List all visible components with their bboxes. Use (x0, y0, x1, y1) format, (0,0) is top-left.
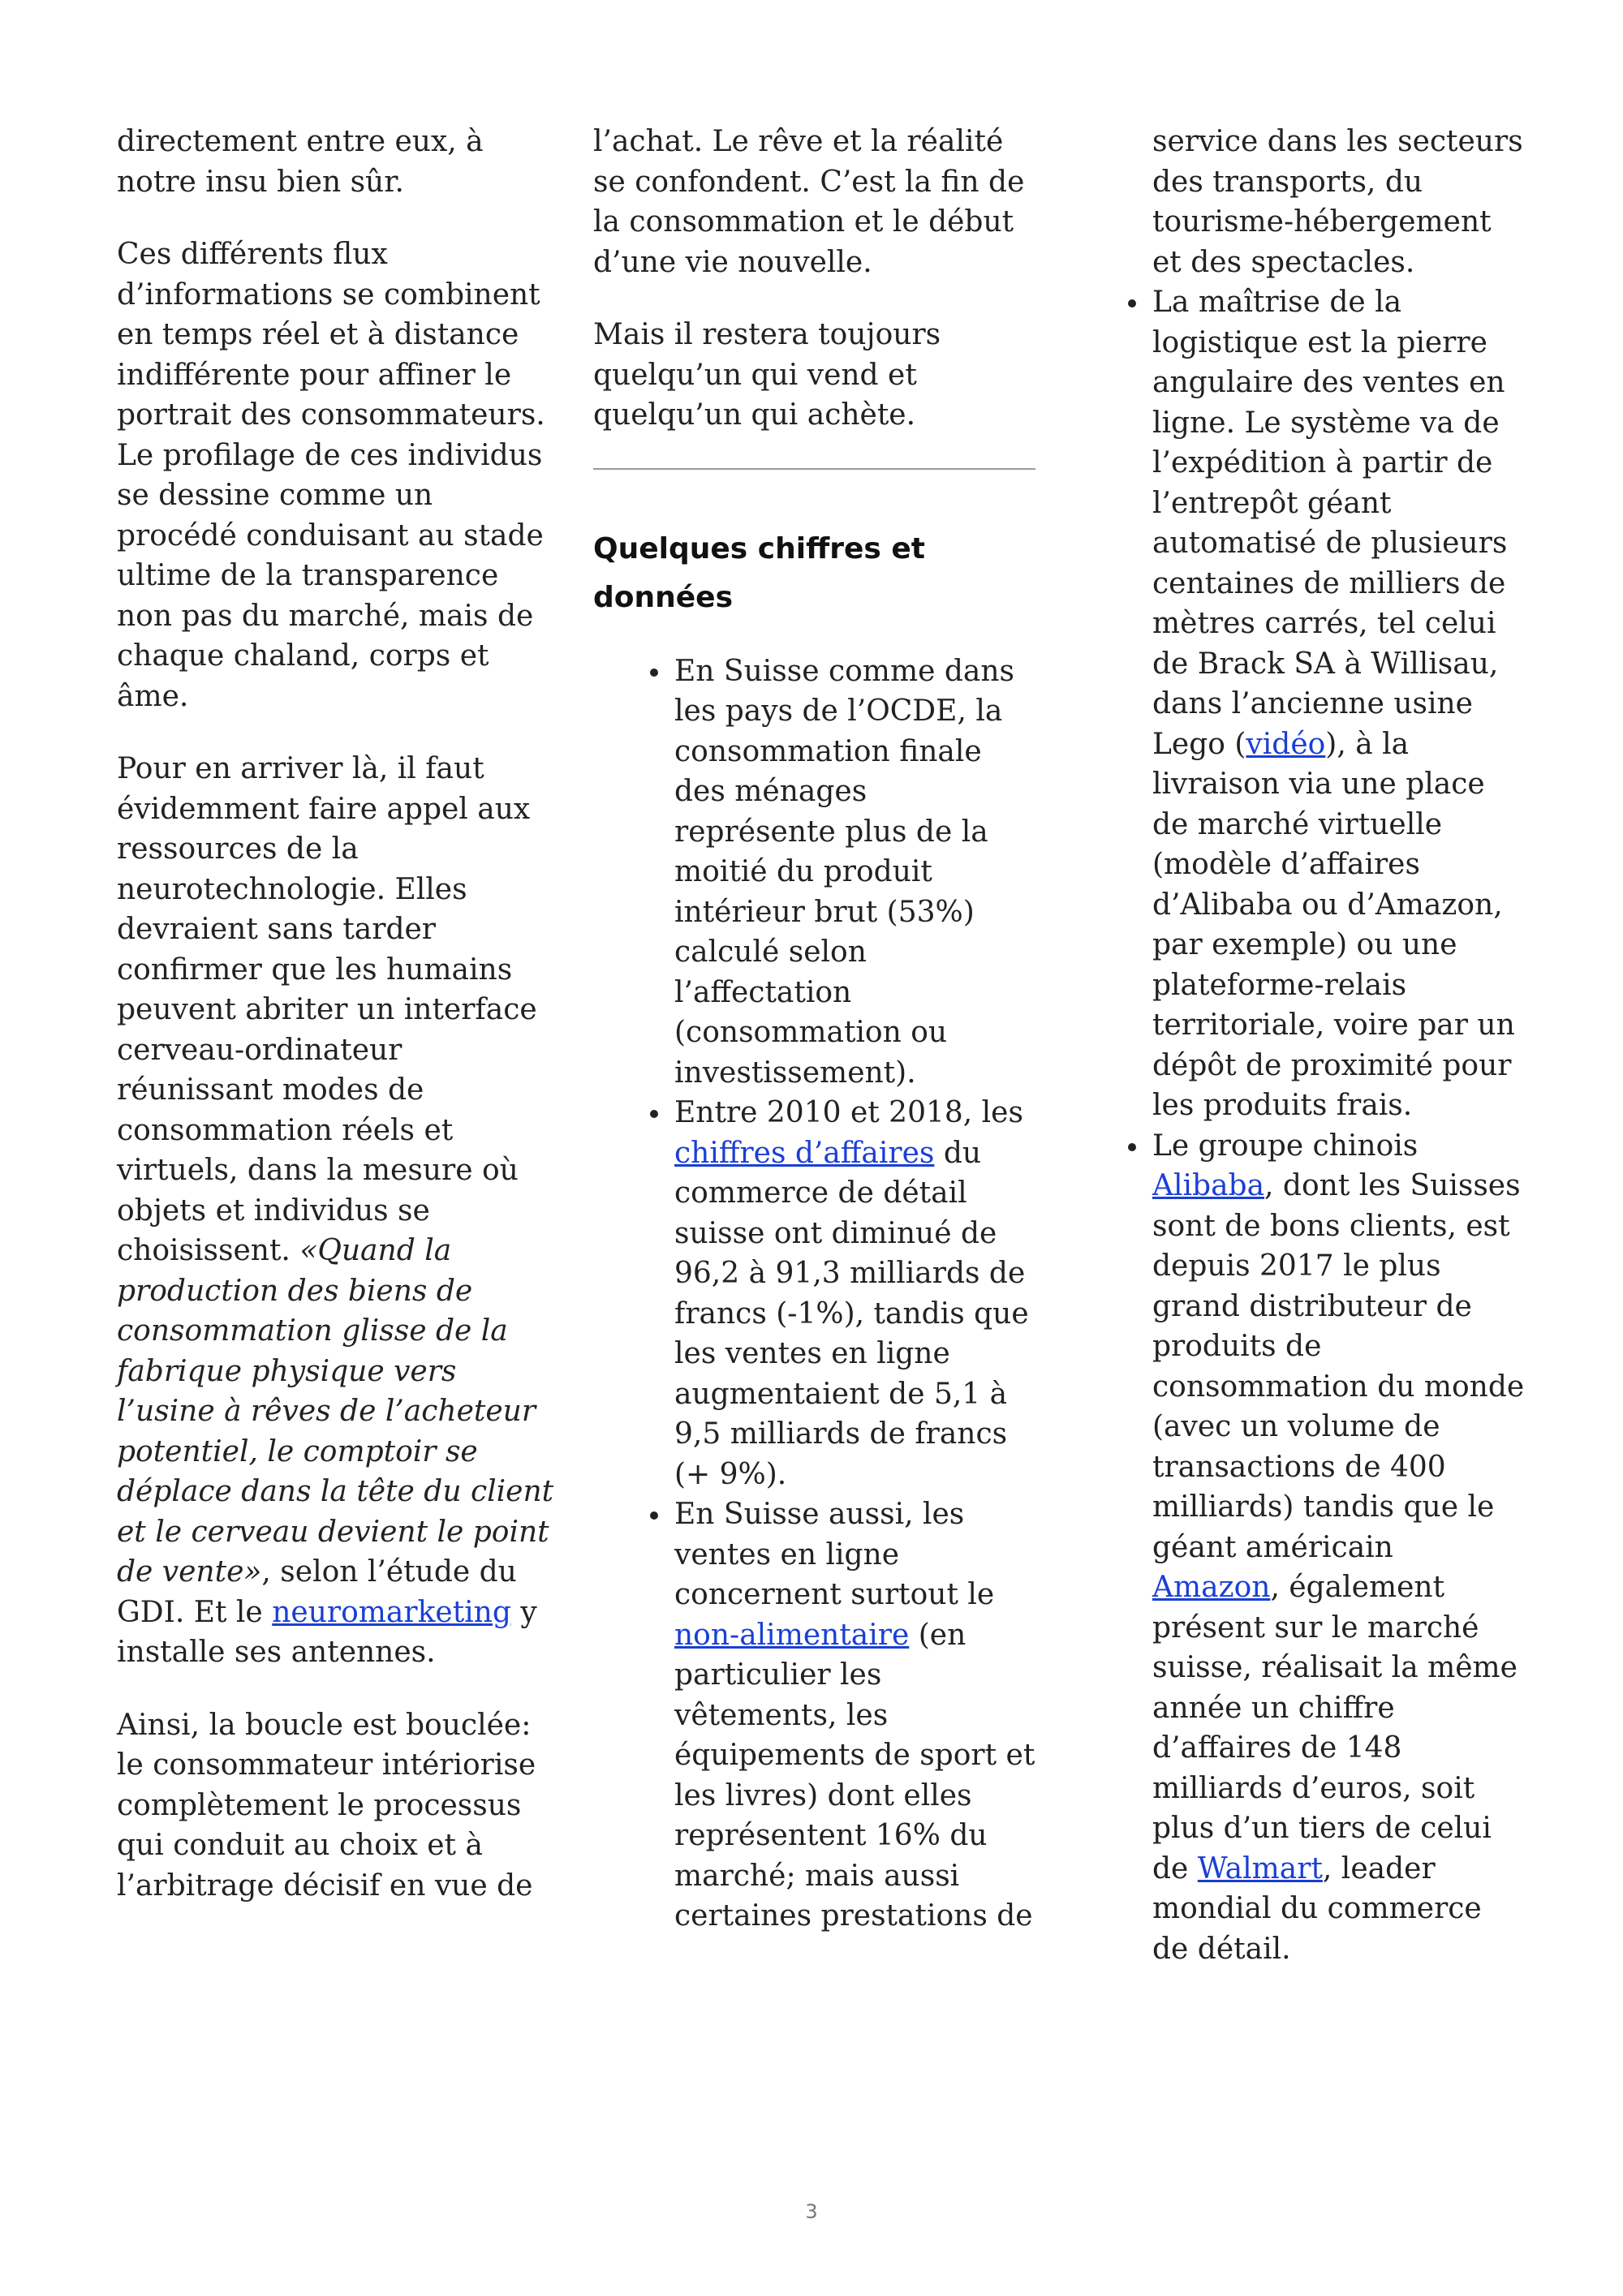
alibaba-link[interactable]: Alibaba (1152, 1169, 1265, 1202)
paragraph-text: Pour en arriver là, il faut évidemment faire appel aux ressources de la neurotechnologie. Elles devraient sans tarder confirmer que les humains peuvent abriter un interface cerveau-ordinateur réunissant modes de consommation réels et virtuels, dans la mesure où objets et individus se choisissent. (117, 752, 537, 1267)
list-item-text: (en particulier les vêtements, les équipements de sport et les livres) dont elles représentent 16% du marché; mais aussi certaines prestations de (674, 1618, 1035, 1933)
list-item-text: Entre 2010 et 2018, les (674, 1096, 1023, 1129)
non-alimentaire-link[interactable]: non-alimentaire (674, 1618, 910, 1652)
list-item-text: , également présent sur le marché suisse, réalisait la même année un chiffre d’affaires de 148 milliards d’euros, soit plus d’un tiers de celui de (1152, 1571, 1518, 1885)
paragraph: Mais il restera toujours quelqu’un qui vend et quelqu’un qui achète. (593, 318, 941, 432)
column-3 (1152, 122, 1526, 1969)
paragraph: Ainsi, la boucle est bouclée: le consommateur intériorise complètement le processus qui conduit au choix et à l’arbitrage décisif en vue de (117, 1708, 536, 1903)
list-item-continuation: service dans les secteurs des transports, du tourisme-hébergement et des spectacles. (1152, 125, 1523, 279)
facts-list (674, 651, 1035, 1937)
facts-list-continued (1152, 122, 1526, 1969)
list-item-text: du commerce de détail suisse ont diminué de 96,2 à 91,3 milliards de francs (-1%), tandis que les ventes en ligne augmentaient de 5,1 à 9,5 milliards de francs (+ 9%). (674, 1136, 1029, 1491)
column-1 (117, 122, 555, 1906)
list-item-text: ), à la livraison via une place de marché virtuelle (modèle d’affaires d’Alibaba ou d’Amazon, par exemple) ou une plateforme-relais territoriale, voire par un dépôt de proximité pour les produits frais. (1152, 727, 1515, 1122)
column-2 (593, 122, 1035, 1937)
walmart-link[interactable]: Walmart (1197, 1851, 1323, 1885)
list-item: En Suisse comme dans les pays de l’OCDE, la consommation finale des ménages représente plus de la moitié du produit intérieur brut (53%) calculé selon l’affectation (consommation ou investissement). (674, 651, 1035, 1094)
list-item (1152, 282, 1526, 1126)
list-item-text: Le groupe chinois (1152, 1129, 1419, 1163)
paragraph (117, 749, 555, 1673)
list-item-text: , dont les Suisses sont de bons clients, est depuis 2017 le plus grand distributeur de produits de consommation du monde (avec un volume de transactions de 400 milliards) tandis que le géant américain (1152, 1169, 1525, 1564)
paragraph: Ces différents flux d’informations se combinent en temps réel et à distance indifférente pour affiner le portrait des consommateurs. Le profilage de ces individus se dessine comme un procédé conduisant au stade ultime de la transparence non pas du marché, mais de chaque chaland, corps et âme. (117, 238, 545, 713)
list-item-text: La maîtrise de la logistique est la pierre angulaire des ventes en ligne. Le système va de l’expédition à partir de l’entrepôt géant automatisé de plusieurs centaines de milliers de mètres carrés, tel celui de Brack SA à Willisau, dans l’ancienne usine Lego ( (1152, 286, 1508, 761)
page-number: 3 (805, 2200, 818, 2223)
video-link[interactable]: vidéo (1246, 727, 1326, 761)
section-heading: Quelques chiffres et données (593, 531, 925, 614)
chiffres-affaires-link[interactable]: chiffres d’affaires (674, 1136, 935, 1170)
neuromarketing-link[interactable]: neuromarketing (272, 1595, 511, 1629)
list-item (1152, 1126, 1526, 1970)
paragraph-text: y installe ses antennes. (117, 1595, 537, 1669)
list-item (674, 1093, 1035, 1494)
paragraph: directement entre eux, à notre insu bien sûr. (117, 125, 484, 199)
list-item (674, 1494, 1035, 1937)
section-divider (593, 468, 1035, 470)
list-item-text: En Suisse aussi, les ventes en ligne concernent surtout le (674, 1498, 995, 1611)
list-item-text: , leader mondial du commerce de détail. (1152, 1851, 1482, 1966)
paragraph-text: , selon l’étude du GDI. Et le (117, 1555, 517, 1629)
paragraph: l’achat. Le rêve et la réalité se confondent. C’est la fin de la consommation et le début d’une vie nouvelle. (593, 125, 1025, 279)
gdi-quote: «Quand la production des biens de consommation glisse de la fabrique physique vers l’usine à rêves de l’acheteur potentiel, le comptoir se déplace dans la tête du client et le cerveau devient le point de vente» (117, 1234, 554, 1589)
amazon-link[interactable]: Amazon (1152, 1571, 1271, 1604)
